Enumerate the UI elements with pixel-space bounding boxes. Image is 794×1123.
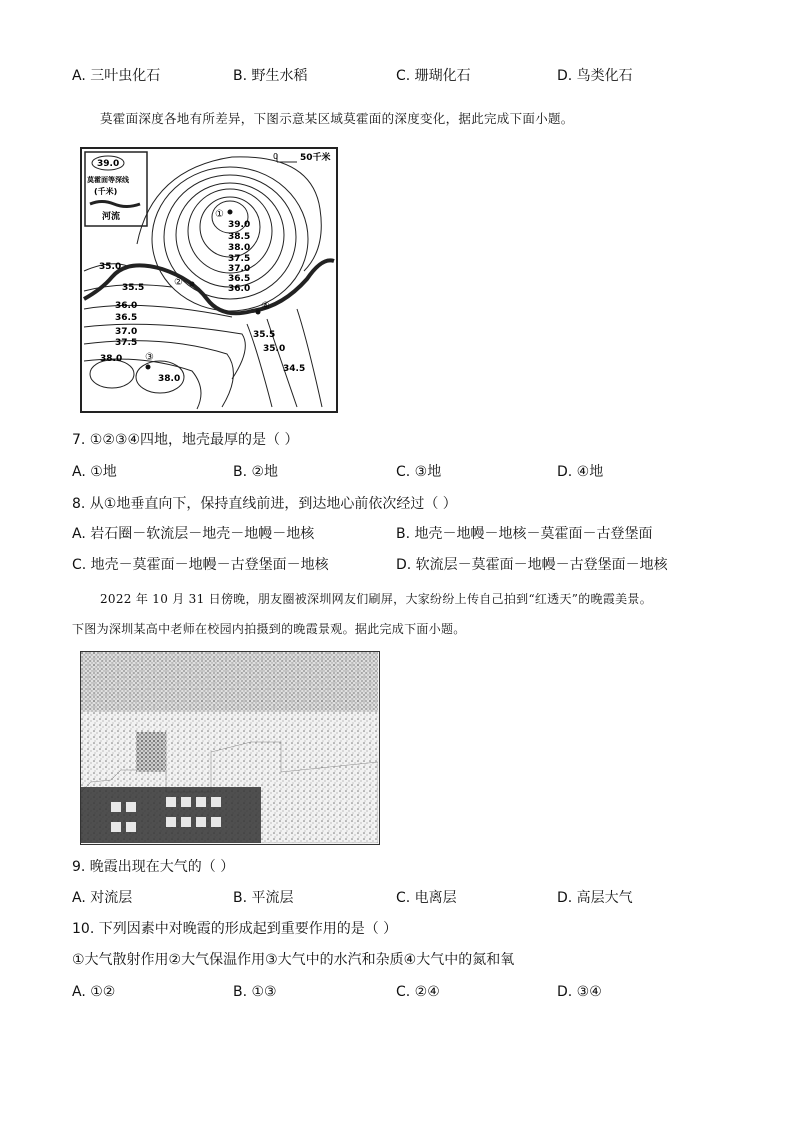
legend-value: 39.0: [97, 159, 120, 169]
q10-factors: ①大气散射作用②大气保温作用③大气中的水汽和杂质④大气中的氮和氧: [72, 952, 515, 968]
point-4-marker: [256, 310, 261, 315]
contour-label-34-5-right: 34.5: [283, 364, 306, 374]
point-2-label: ②: [174, 277, 183, 288]
q10-option-a: A. ①②: [72, 984, 116, 1000]
building-tower: [136, 732, 166, 772]
contour-label-37-0: 37.0: [228, 264, 251, 274]
contour-label-39-0: 39.0: [228, 220, 251, 230]
q7-option-c: C. ③地: [396, 464, 442, 480]
q6-option-b: B. 野生水稻: [233, 68, 308, 84]
q9-option-d: D. 高层大气: [557, 890, 633, 906]
q7-stem: 7. ①②③④四地，地壳最厚的是（ ）: [72, 432, 299, 448]
contour-label-36-5-left: 36.5: [115, 313, 138, 323]
scale-zero: 0: [273, 152, 279, 161]
q8-stem: 8. 从①地垂直向下，保持直线前进，到达地心前依次经过（ ）: [72, 496, 457, 512]
contour-label-37-5: 37.5: [228, 254, 251, 264]
building-foreground: [81, 787, 261, 843]
point-1-marker: [228, 210, 233, 215]
moho-depth-map-svg: [82, 149, 336, 411]
q6-option-c: C. 珊瑚化石: [396, 68, 471, 84]
q9-option-c: C. 电离层: [396, 890, 457, 906]
moho-depth-map: [80, 147, 338, 413]
contour-label-35-0-right: 35.0: [263, 344, 286, 354]
q10-option-d: D. ③④: [557, 984, 602, 1000]
q10-option-c: C. ②④: [396, 984, 440, 1000]
contour-label-37-5-left: 37.5: [115, 338, 138, 348]
q8-option-b: B. 地壳－地幔－地核－莫霍面－古登堡面: [396, 526, 653, 542]
contour-label-38-5: 38.5: [228, 232, 251, 242]
contour-label-38-0-a: 38.0: [100, 354, 123, 364]
q9-option-b: B. 平流层: [233, 890, 294, 906]
q7-option-d: D. ④地: [557, 464, 604, 480]
contour-label-36-5: 36.5: [228, 274, 251, 284]
q8-option-a: A. 岩石圈－软流层－地壳－地幔－地核: [72, 526, 315, 542]
contour-label-38-0: 38.0: [228, 243, 251, 253]
point-3-label: ③: [145, 352, 154, 363]
contour-label-38-0-b: 38.0: [158, 374, 181, 384]
contour-label-37-0-left: 37.0: [115, 327, 138, 337]
intro-paragraph-sunset-1: 2022 年 10 月 31 日傍晚，朋友圈被深圳网友们刷屏，大家纷纷上传自己拍到“红透天”的晚霞美景。: [100, 592, 653, 606]
point-1-label: ①: [215, 209, 224, 220]
sunset-photo: [80, 651, 380, 845]
q7-option-b: B. ②地: [233, 464, 279, 480]
scale-label: 50千米: [300, 153, 331, 163]
sunset-photo-svg: [81, 652, 378, 843]
contour-label-35-5-left: 35.5: [122, 283, 145, 293]
q10-stem: 10. 下列因素中对晚霞的形成起到重要作用的是（ ）: [72, 921, 398, 937]
q7-option-a: A. ①地: [72, 464, 117, 480]
legend-label-contour: 莫霍面等深线: [87, 176, 129, 184]
legend-label-unit: (千米): [94, 187, 118, 196]
contour-label-36-0-left: 36.0: [115, 301, 138, 311]
contour-label-35-0-left: 35.0: [99, 262, 122, 272]
q6-option-d: D. 鸟类化石: [557, 68, 633, 84]
point-2-marker: [190, 282, 195, 287]
legend-label-river: 河流: [102, 212, 121, 222]
q9-option-a: A. 对流层: [72, 890, 133, 906]
q8-option-d: D. 软流层－莫霍面－地幔－古登堡面－地核: [396, 557, 668, 573]
clouds-upper: [81, 652, 378, 712]
contour-label-36-0: 36.0: [228, 284, 251, 294]
point-4-label: ④: [261, 301, 270, 312]
intro-paragraph-sunset-2: 下图为深圳某高中老师在校园内拍摄到的晚霞景观。据此完成下面小题。: [72, 622, 466, 636]
point-3-marker: [146, 365, 151, 370]
q8-option-c: C. 地壳－莫霍面－地幔－古登堡面－地核: [72, 557, 329, 573]
q9-stem: 9. 晚霞出现在大气的（ ）: [72, 859, 235, 875]
q6-option-a: A. 三叶虫化石: [72, 68, 161, 84]
intro-paragraph-moho: 莫霍面深度各地有所差异，下图示意某区域莫霍面的深度变化，据此完成下面小题。: [100, 111, 574, 126]
q10-option-b: B. ①③: [233, 984, 277, 1000]
contour-label-35-5-right: 35.5: [253, 330, 276, 340]
